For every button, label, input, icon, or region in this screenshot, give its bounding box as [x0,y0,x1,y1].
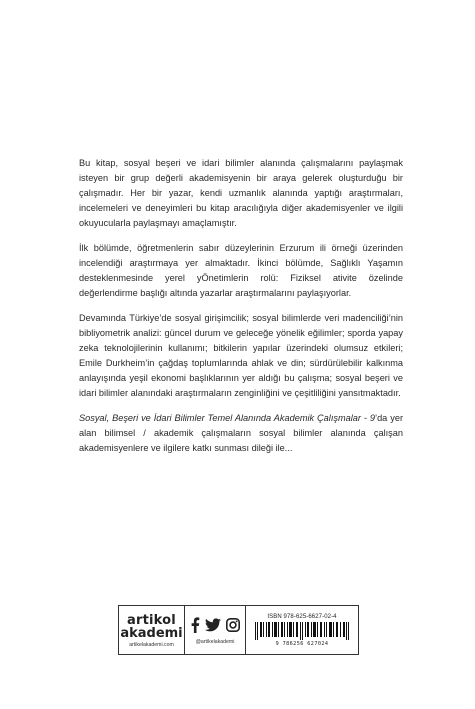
barcode-digits: 9 786256 627024 [275,640,329,647]
instagram-icon[interactable] [226,618,240,632]
paragraph-4-rest: ’da yer alan bilimsel / akademik çalışmaların sosyal bilimler alanında çalışan akademisyenlere ve ilgilere katkı sunması dileği ile... [79,413,404,453]
logo-bottom-text: akademi [120,626,183,641]
social-links [185,606,246,654]
logo-top-text: artikol [127,613,176,628]
paragraph-3: Devamında Türkiye’de sosyal girişimcilik; sosyal bilimlerde veri madenciliği’nin bibliyometrik analizi: güncel durum ve geleceğe yönelik eğilimler; sporda yapay zeka teknolojilerinin kullanımı; bitkilerin yapılar üzerindeki olumsuz etkileri; Emile Durkheim’in çağdaş toplumlarında ahlak ve din; sürdürülebilir kalkınma anlayışında yeşil ekonomi başlıklarının yer aldığı bu çalışma; sosyal beşeri ve idari bilimler alanındaki araştırmaların zenginliğini ve çeşitliliğini yansıtmaktadır. [79,313,403,398]
social-handle: @artikelakademi [195,639,235,645]
publisher-url: artikelakademi.com [129,642,174,648]
facebook-icon[interactable] [190,617,200,633]
book-title-italic: Sosyal, Beşeri ve İdari Bilimler Temel Alanında Akademik Çalışmalar - 9 [79,413,376,424]
twitter-icon[interactable] [205,618,221,632]
back-cover-text [79,156,403,466]
paragraph-4 [79,411,403,456]
publisher-footer [118,605,359,655]
barcode [254,622,350,640]
publisher-logo [119,606,185,654]
paragraph-2: İlk bölümde, öğretmenlerin sabır düzeylerinin Erzurum ili örneği üzerinden incelendiği araştırmaya yer almaktadır. İkinci bölümde, Sağlıklı Yaşamın desteklenmesinde yerel yÖnetimlerin rolü: Fiziksel ativite özelinde değerlendirme başlığı altında yazarlar araştırmalarını paylaşıyorlar. [79,243,403,298]
paragraph-1: Bu kitap, sosyal beşeri ve idari bilimler alanında çalışmalarını paylaşmak isteyen bir grup değerli akademisyenin bir araya gelerek oluşturduğu bir çalışmadır. Her bir yazar, kendi uzmanlık alanında yaptığı araştırmaları, incelemeleri ve deneyimleri bu kitap aracılığıyla diğer akademisyenler ve ilgili okuyucularla paylaşmayı amaçlamıştır. [79,158,403,228]
isbn-block [246,606,358,654]
isbn-number: ISBN 978-625-6627-02-4 [267,613,337,620]
